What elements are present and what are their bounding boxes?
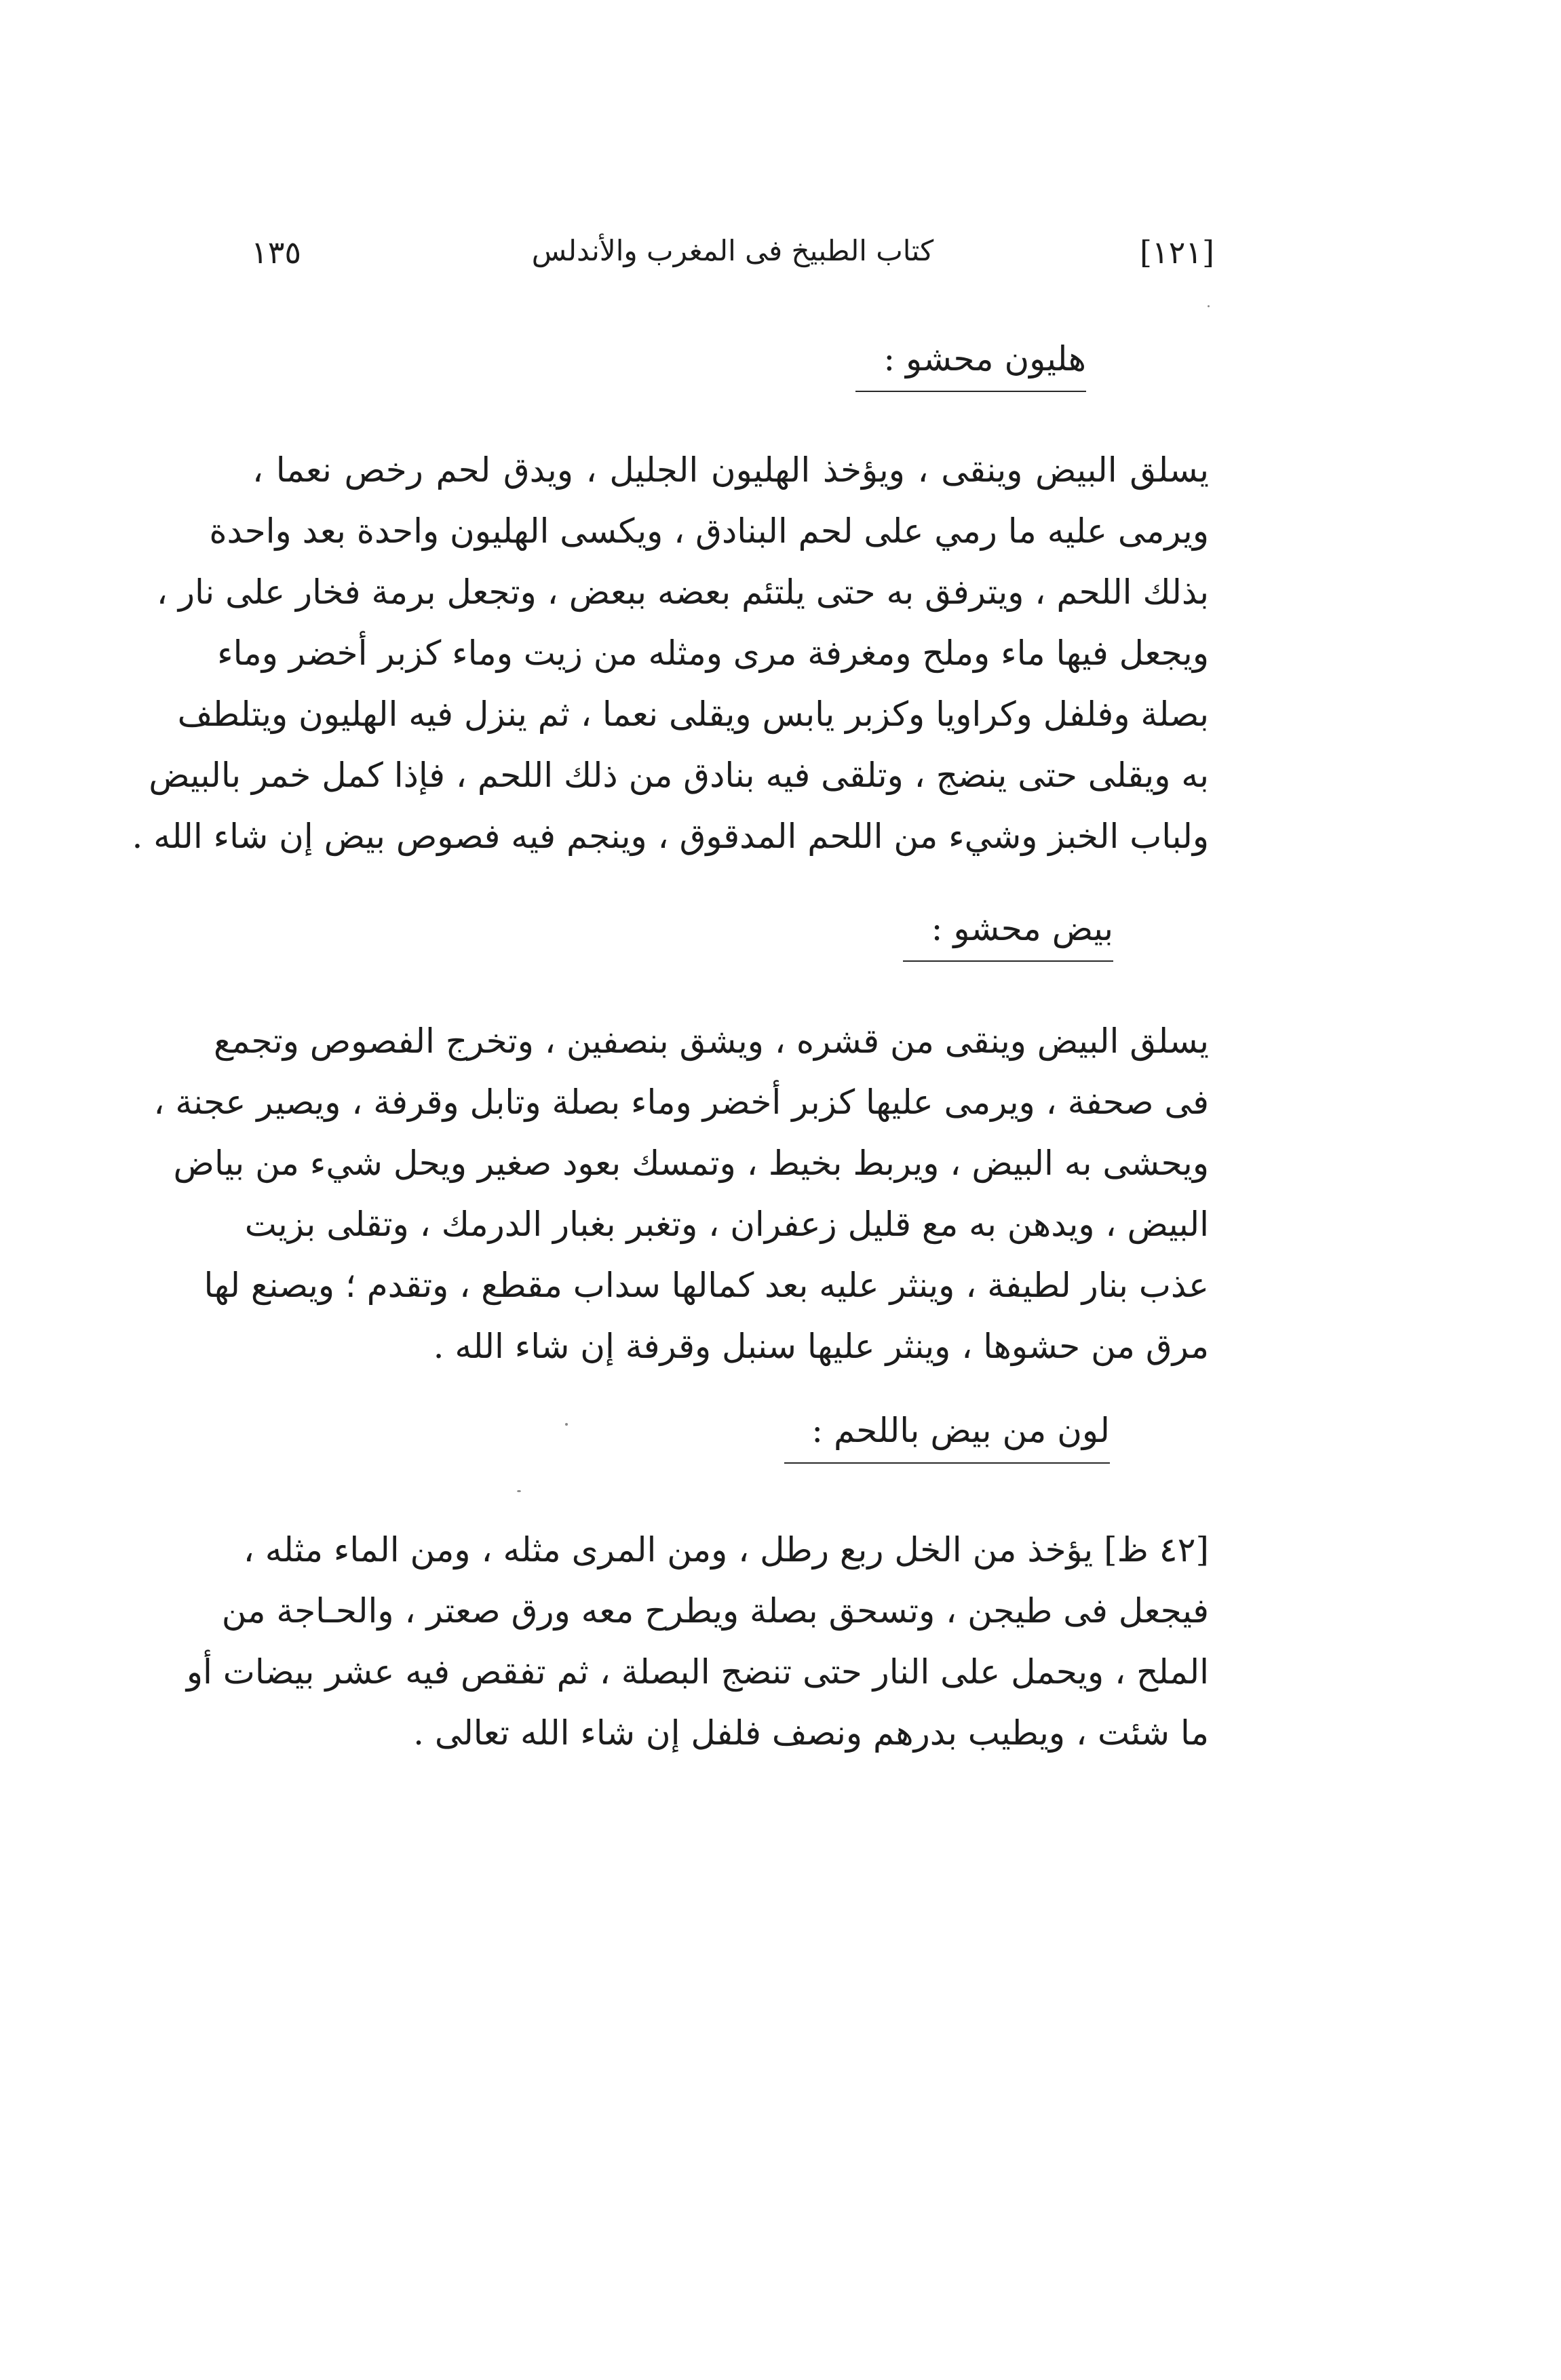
text-line: مرق من حشوها ، وينثر عليها سنبل وقرفة إن شاء الله . bbox=[433, 1327, 1209, 1366]
scan-speck bbox=[1208, 305, 1210, 307]
text-line: [٤٢ ظ] يؤخذ من الخل ربع رطل ، ومن المرى مثله ، ومن الماء مثله ، bbox=[243, 1530, 1209, 1569]
section-body-1 bbox=[132, 440, 1209, 867]
page-reference: [١٢١] bbox=[1139, 234, 1214, 271]
title-underline bbox=[903, 960, 1113, 962]
text-line: ما شئت ، ويطيب بدرهم ونصف فلفل إن شاء الله تعالى . bbox=[413, 1713, 1209, 1753]
title-underline bbox=[855, 391, 1086, 392]
section-title-text: هليون محشو : bbox=[883, 339, 1086, 378]
scan-speck bbox=[517, 1490, 521, 1492]
text-line: ولباب الخبز وشيء من اللحم المدقوق ، وينجم فيه فصوص بيض إن شاء الله . bbox=[132, 817, 1209, 856]
text-line: يسلق البيض وينقى ، ويؤخذ الهليون الجليل ، ويدق لحم رخص نعما ، bbox=[252, 450, 1209, 490]
scan-speck bbox=[565, 1423, 568, 1426]
text-line: ويحشى به البيض ، ويربط بخيط ، وتمسك بعود صغير ويحل شيء من بياض bbox=[173, 1144, 1209, 1183]
running-title: كتاب الطبيخ فى المغرب والأندلس bbox=[531, 234, 934, 267]
text-line: البيض ، ويدهن به مع قليل زعفران ، وتغبر بغبار الدرمك ، وتقلى بزيت bbox=[244, 1205, 1209, 1244]
text-line: ويرمى عليه ما رمي على لحم البنادق ، ويكسى الهليون واحدة بعد واحدة bbox=[209, 511, 1209, 551]
text-line: بذلك اللحم ، ويترفق به حتى يلتئم بعضه ببعض ، وتجعل برمة فخار على نار ، bbox=[156, 572, 1209, 612]
text-line: عذب بنار لطيفة ، وينثر عليه بعد كمالها سداب مقطع ، وتقدم ؛ ويصنع لها bbox=[204, 1266, 1209, 1305]
section-title-2 bbox=[903, 909, 1113, 962]
text-line: بصلة وفلفل وكراويا وكزبر يابس ويقلى نعما ، ثم ينزل فيه الهليون ويتلطف bbox=[177, 695, 1209, 734]
text-line: يسلق البيض وينقى من قشره ، ويشق بنصفين ، وتخرج الفصوص وتجمع bbox=[214, 1021, 1209, 1061]
page-number: ١٣٥ bbox=[251, 234, 302, 271]
section-title-text: بيض محشو : bbox=[931, 909, 1113, 948]
section-title-1 bbox=[855, 339, 1086, 392]
section-body-3 bbox=[186, 1519, 1209, 1763]
section-title-3 bbox=[784, 1411, 1110, 1464]
text-line: فيجعل فى طيجن ، وتسحق بصلة ويطرح معه ورق صعتر ، والحـاجة من bbox=[221, 1591, 1209, 1631]
text-line: به ويقلى حتى ينضج ، وتلقى فيه بنادق من ذلك اللحم ، فإذا كمل خمر بالبيض bbox=[149, 756, 1209, 795]
section-body-2 bbox=[153, 1011, 1209, 1377]
text-line: الملح ، ويحمل على النار حتى تنضج البصلة ، ثم تفقص فيه عشر بيضات أو bbox=[186, 1652, 1209, 1692]
title-underline bbox=[784, 1462, 1110, 1464]
section-title-text: لون من بيض باللحم : bbox=[811, 1411, 1110, 1450]
text-line: ويجعل فيها ماء وملح ومغرفة مرى ومثله من زيت وماء كزبر أخضر وماء bbox=[217, 633, 1209, 673]
text-line: فى صحفة ، ويرمى عليها كزبر أخضر وماء بصلة وتابل وقرفة ، ويصير عجنة ، bbox=[153, 1082, 1209, 1122]
page-header bbox=[251, 234, 1214, 281]
